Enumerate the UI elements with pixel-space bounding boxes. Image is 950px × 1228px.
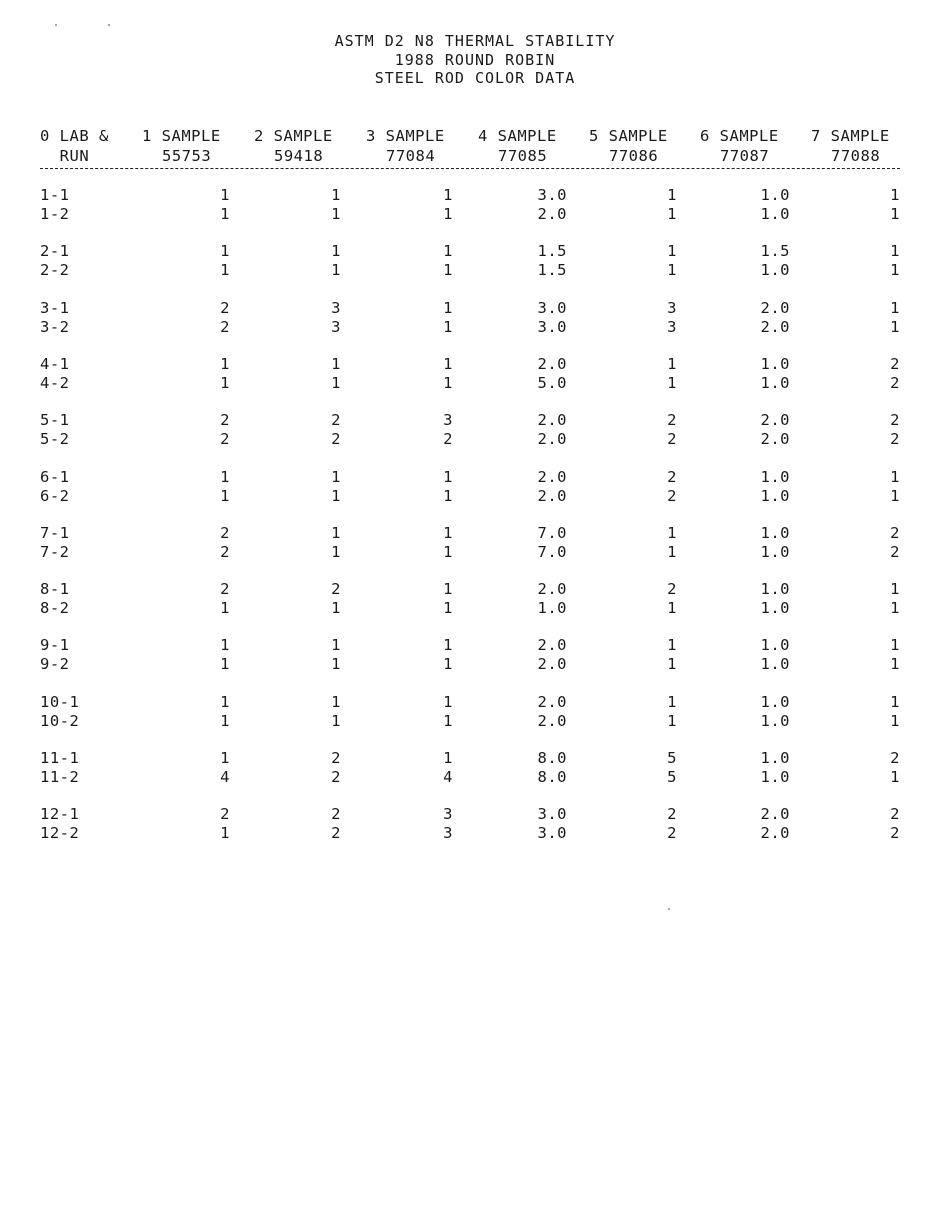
sample-2-cell: 1: [331, 468, 341, 486]
sample-1-cell: 1: [220, 693, 230, 711]
lab-run-cell: 4-2: [40, 374, 70, 392]
sample-6-cell: 1.0: [760, 355, 790, 373]
sample-1-cell: 2: [220, 411, 230, 429]
table-row: [0, 824, 950, 842]
sample-7-cell: 2: [890, 543, 900, 561]
column-header-top: 4 SAMPLE: [478, 127, 557, 145]
sample-1-cell: 2: [220, 524, 230, 542]
sample-4-cell: 2.0: [537, 693, 567, 711]
sample-5-cell: 2: [667, 487, 677, 505]
sample-2-cell: 2: [331, 430, 341, 448]
sample-2-cell: 2: [331, 749, 341, 767]
sample-3-cell: 2: [443, 430, 453, 448]
sample-3-cell: 1: [443, 749, 453, 767]
lab-run-cell: 6-2: [40, 487, 70, 505]
sample-6-cell: 2.0: [760, 318, 790, 336]
sample-3-cell: 1: [443, 299, 453, 317]
sample-4-cell: 5.0: [537, 374, 567, 392]
sample-6-cell: 2.0: [760, 824, 790, 842]
sample-5-cell: 1: [667, 543, 677, 561]
table-row: [0, 712, 950, 730]
column-header-top: 1 SAMPLE: [142, 127, 221, 145]
sample-1-cell: 2: [220, 805, 230, 823]
sample-5-cell: 1: [667, 205, 677, 223]
column-header-top: 5 SAMPLE: [589, 127, 668, 145]
sample-2-cell: 3: [331, 318, 341, 336]
sample-4-cell: 2.0: [537, 655, 567, 673]
sample-6-cell: 1.0: [760, 205, 790, 223]
sample-5-cell: 2: [667, 411, 677, 429]
sample-3-cell: 4: [443, 768, 453, 786]
table-row: [0, 186, 950, 204]
sample-7-cell: 2: [890, 805, 900, 823]
column-header-top: 3 SAMPLE: [366, 127, 445, 145]
table-row: [0, 374, 950, 392]
sample-3-cell: 1: [443, 186, 453, 204]
sample-5-cell: 2: [667, 580, 677, 598]
table-row: [0, 655, 950, 673]
sample-4-cell: 2.0: [537, 712, 567, 730]
table-row: [0, 636, 950, 654]
sample-2-cell: 1: [331, 355, 341, 373]
sample-2-cell: 1: [331, 543, 341, 561]
sample-2-cell: 2: [331, 768, 341, 786]
sample-5-cell: 2: [667, 468, 677, 486]
sample-5-cell: 1: [667, 186, 677, 204]
column-header-sample-7: [811, 126, 890, 166]
sample-7-cell: 2: [890, 374, 900, 392]
sample-7-cell: 1: [890, 712, 900, 730]
sample-6-cell: 1.0: [760, 655, 790, 673]
lab-run-cell: 3-2: [40, 318, 70, 336]
sample-4-cell: 2.0: [537, 355, 567, 373]
sample-5-cell: 1: [667, 636, 677, 654]
sample-4-cell: 2.0: [537, 468, 567, 486]
lab-run-cell: 10-2: [40, 712, 80, 730]
sample-4-cell: 2.0: [537, 411, 567, 429]
sample-4-cell: 2.0: [537, 636, 567, 654]
sample-1-cell: 4: [220, 768, 230, 786]
sample-7-cell: 1: [890, 242, 900, 260]
column-header-sample-1: [142, 126, 221, 166]
sample-6-cell: 1.5: [760, 242, 790, 260]
sample-5-cell: 5: [667, 749, 677, 767]
sample-5-cell: 2: [667, 824, 677, 842]
column-header-sample-3: [366, 126, 445, 166]
sample-1-cell: 1: [220, 655, 230, 673]
sample-6-cell: 1.0: [760, 487, 790, 505]
table-row: [0, 693, 950, 711]
sample-4-cell: 3.0: [537, 805, 567, 823]
column-header-bottom: 77085: [498, 147, 548, 165]
sample-6-cell: 1.0: [760, 712, 790, 730]
sample-5-cell: 2: [667, 805, 677, 823]
table-row: [0, 768, 950, 786]
sample-2-cell: 1: [331, 261, 341, 279]
sample-5-cell: 5: [667, 768, 677, 786]
title-line-2: 1988 ROUND ROBIN: [394, 50, 556, 69]
sample-5-cell: 1: [667, 655, 677, 673]
sample-4-cell: 3.0: [537, 318, 567, 336]
sample-7-cell: 1: [890, 580, 900, 598]
table-row: [0, 805, 950, 823]
sample-5-cell: 3: [667, 299, 677, 317]
column-header-bottom: 77088: [831, 147, 881, 165]
sample-2-cell: 1: [331, 712, 341, 730]
sample-2-cell: 1: [331, 487, 341, 505]
sample-4-cell: 7.0: [537, 524, 567, 542]
sample-3-cell: 3: [443, 411, 453, 429]
sample-6-cell: 1.0: [760, 768, 790, 786]
sample-1-cell: 1: [220, 186, 230, 204]
sample-3-cell: 1: [443, 655, 453, 673]
sample-2-cell: 2: [331, 411, 341, 429]
sample-5-cell: 1: [667, 693, 677, 711]
lab-run-cell: 9-1: [40, 636, 70, 654]
sample-5-cell: 3: [667, 318, 677, 336]
sample-4-cell: 7.0: [537, 543, 567, 561]
sample-1-cell: 1: [220, 374, 230, 392]
sample-1-cell: 1: [220, 712, 230, 730]
lab-run-cell: 12-1: [40, 805, 80, 823]
sample-2-cell: 2: [331, 580, 341, 598]
table-row: [0, 261, 950, 279]
table-row: [0, 411, 950, 429]
sample-5-cell: 1: [667, 242, 677, 260]
scan-speck: [55, 24, 57, 26]
lab-run-cell: 8-2: [40, 599, 70, 617]
scan-speck: [668, 908, 670, 910]
column-header-bottom: RUN: [59, 147, 90, 165]
table-row: [0, 205, 950, 223]
sample-6-cell: 1.0: [760, 543, 790, 561]
lab-run-cell: 10-1: [40, 693, 80, 711]
sample-7-cell: 1: [890, 186, 900, 204]
sample-3-cell: 1: [443, 487, 453, 505]
sample-7-cell: 2: [890, 824, 900, 842]
sample-1-cell: 1: [220, 599, 230, 617]
lab-run-cell: 8-1: [40, 580, 70, 598]
sample-6-cell: 1.0: [760, 468, 790, 486]
title-line-3: STEEL ROD COLOR DATA: [374, 69, 576, 87]
table-row: [0, 487, 950, 505]
sample-2-cell: 1: [331, 636, 341, 654]
sample-1-cell: 2: [220, 580, 230, 598]
column-header-lab-run: [40, 126, 109, 166]
sample-7-cell: 1: [890, 768, 900, 786]
table-row: [0, 543, 950, 561]
sample-2-cell: 1: [331, 374, 341, 392]
sample-6-cell: 1.0: [760, 749, 790, 767]
column-header-sample-6: [700, 126, 779, 166]
table-row: [0, 299, 950, 317]
sample-6-cell: 1.0: [760, 524, 790, 542]
table-row: [0, 749, 950, 767]
sample-1-cell: 2: [220, 430, 230, 448]
sample-3-cell: 1: [443, 712, 453, 730]
column-header-top: 0 LAB &: [40, 127, 109, 145]
scan-speck: [108, 24, 110, 26]
sample-1-cell: 1: [220, 824, 230, 842]
sample-2-cell: 1: [331, 186, 341, 204]
table-row: [0, 430, 950, 448]
sample-6-cell: 1.0: [760, 374, 790, 392]
lab-run-cell: 5-1: [40, 411, 70, 429]
lab-run-cell: 3-1: [40, 299, 70, 317]
sample-5-cell: 1: [667, 524, 677, 542]
sample-5-cell: 1: [667, 374, 677, 392]
lab-run-cell: 7-1: [40, 524, 70, 542]
sample-7-cell: 1: [890, 487, 900, 505]
sample-1-cell: 1: [220, 487, 230, 505]
sample-5-cell: 1: [667, 261, 677, 279]
table-row: [0, 468, 950, 486]
sample-4-cell: 2.0: [537, 487, 567, 505]
table-row: [0, 242, 950, 260]
sample-1-cell: 1: [220, 355, 230, 373]
sample-3-cell: 1: [443, 468, 453, 486]
column-header-sample-2: [254, 126, 333, 166]
lab-run-cell: 2-2: [40, 261, 70, 279]
sample-1-cell: 1: [220, 468, 230, 486]
sample-2-cell: 1: [331, 693, 341, 711]
sample-4-cell: 2.0: [537, 205, 567, 223]
sample-3-cell: 3: [443, 805, 453, 823]
sample-7-cell: 2: [890, 749, 900, 767]
column-header-top: 7 SAMPLE: [811, 127, 890, 145]
lab-run-cell: 9-2: [40, 655, 70, 673]
sample-4-cell: 8.0: [537, 749, 567, 767]
sample-3-cell: 1: [443, 318, 453, 336]
column-header-sample-5: [589, 126, 668, 166]
sample-4-cell: 3.0: [537, 299, 567, 317]
column-header-bottom: 77084: [386, 147, 436, 165]
sample-1-cell: 2: [220, 318, 230, 336]
sample-3-cell: 3: [443, 824, 453, 842]
sample-5-cell: 1: [667, 599, 677, 617]
column-header-bottom: 77087: [720, 147, 770, 165]
sample-7-cell: 1: [890, 599, 900, 617]
sample-2-cell: 1: [331, 655, 341, 673]
table-row: [0, 318, 950, 336]
lab-run-cell: 12-2: [40, 824, 80, 842]
header-divider: [40, 168, 900, 169]
sample-6-cell: 2.0: [760, 805, 790, 823]
sample-5-cell: 1: [667, 712, 677, 730]
sample-2-cell: 1: [331, 205, 341, 223]
lab-run-cell: 11-2: [40, 768, 80, 786]
lab-run-cell: 4-1: [40, 355, 70, 373]
lab-run-cell: 11-1: [40, 749, 80, 767]
sample-2-cell: 1: [331, 599, 341, 617]
sample-7-cell: 2: [890, 430, 900, 448]
sample-7-cell: 1: [890, 693, 900, 711]
sample-6-cell: 1.0: [760, 693, 790, 711]
sample-2-cell: 1: [331, 524, 341, 542]
sample-1-cell: 2: [220, 299, 230, 317]
sample-7-cell: 1: [890, 299, 900, 317]
sample-2-cell: 2: [331, 824, 341, 842]
column-header-top: 6 SAMPLE: [700, 127, 779, 145]
column-header-bottom: 77086: [609, 147, 659, 165]
sample-1-cell: 1: [220, 749, 230, 767]
sample-3-cell: 1: [443, 355, 453, 373]
lab-run-cell: 2-1: [40, 242, 70, 260]
lab-run-cell: 1-1: [40, 186, 70, 204]
sample-3-cell: 1: [443, 261, 453, 279]
sample-5-cell: 2: [667, 430, 677, 448]
column-header-top: 2 SAMPLE: [254, 127, 333, 145]
title-line-1: ASTM D2 N8 THERMAL STABILITY: [334, 32, 616, 50]
sample-7-cell: 2: [890, 411, 900, 429]
sample-6-cell: 1.0: [760, 599, 790, 617]
sample-2-cell: 2: [331, 805, 341, 823]
column-header-sample-4: [478, 126, 557, 166]
lab-run-cell: 5-2: [40, 430, 70, 448]
sample-4-cell: 1.5: [537, 261, 567, 279]
lab-run-cell: 1-2: [40, 205, 70, 223]
sample-3-cell: 1: [443, 693, 453, 711]
sample-7-cell: 2: [890, 355, 900, 373]
sample-3-cell: 1: [443, 374, 453, 392]
sample-5-cell: 1: [667, 355, 677, 373]
sample-3-cell: 1: [443, 599, 453, 617]
sample-7-cell: 1: [890, 468, 900, 486]
table-row: [0, 580, 950, 598]
sample-4-cell: 1.5: [537, 242, 567, 260]
sample-6-cell: 2.0: [760, 299, 790, 317]
sample-6-cell: 2.0: [760, 411, 790, 429]
sample-3-cell: 1: [443, 580, 453, 598]
sample-4-cell: 3.0: [537, 824, 567, 842]
sample-4-cell: 8.0: [537, 768, 567, 786]
sample-6-cell: 1.0: [760, 261, 790, 279]
lab-run-cell: 7-2: [40, 543, 70, 561]
sample-7-cell: 2: [890, 524, 900, 542]
sample-1-cell: 2: [220, 543, 230, 561]
sample-7-cell: 1: [890, 261, 900, 279]
sample-3-cell: 1: [443, 543, 453, 561]
lab-run-cell: 6-1: [40, 468, 70, 486]
table-row: [0, 355, 950, 373]
sample-4-cell: 1.0: [537, 599, 567, 617]
sample-3-cell: 1: [443, 636, 453, 654]
sample-1-cell: 1: [220, 636, 230, 654]
sample-6-cell: 1.0: [760, 186, 790, 204]
column-header-bottom: 55753: [162, 147, 212, 165]
sample-6-cell: 2.0: [760, 430, 790, 448]
sample-7-cell: 1: [890, 636, 900, 654]
sample-4-cell: 2.0: [537, 580, 567, 598]
sample-7-cell: 1: [890, 655, 900, 673]
sample-2-cell: 3: [331, 299, 341, 317]
table-row: [0, 599, 950, 617]
sample-2-cell: 1: [331, 242, 341, 260]
sample-3-cell: 1: [443, 205, 453, 223]
sample-1-cell: 1: [220, 205, 230, 223]
sample-3-cell: 1: [443, 242, 453, 260]
sample-4-cell: 3.0: [537, 186, 567, 204]
document-title: [0, 32, 950, 88]
sample-7-cell: 1: [890, 318, 900, 336]
sample-3-cell: 1: [443, 524, 453, 542]
sample-4-cell: 2.0: [537, 430, 567, 448]
sample-1-cell: 1: [220, 242, 230, 260]
sample-1-cell: 1: [220, 261, 230, 279]
sample-6-cell: 1.0: [760, 636, 790, 654]
table-row: [0, 524, 950, 542]
sample-6-cell: 1.0: [760, 580, 790, 598]
column-header-bottom: 59418: [274, 147, 324, 165]
sample-7-cell: 1: [890, 205, 900, 223]
